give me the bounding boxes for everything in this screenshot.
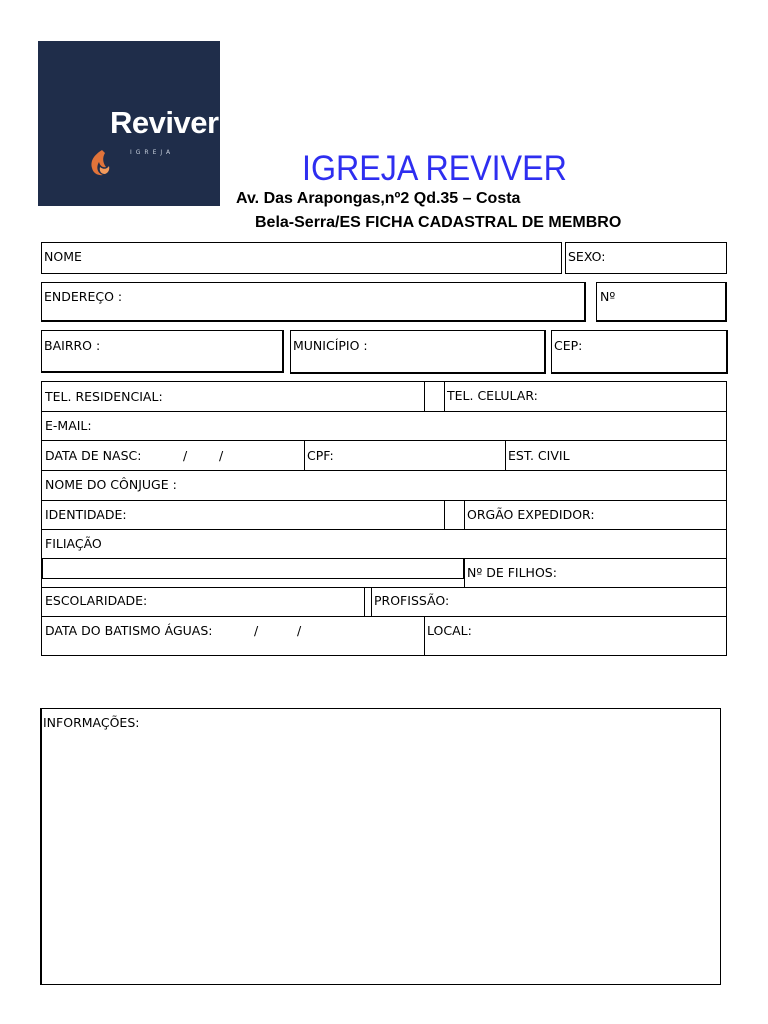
bairro-field[interactable] [41, 330, 284, 373]
cpf-field[interactable] [305, 441, 505, 470]
data-nasc-label: DATA DE NASC: [45, 448, 142, 463]
email-label: E-MAIL: [45, 418, 92, 433]
identidade-label: IDENTIDADE: [45, 507, 127, 522]
filiacao-second-field[interactable] [42, 558, 464, 579]
est-civil-label: EST. CIVIL [508, 448, 570, 463]
endereco-field[interactable] [41, 282, 586, 322]
filiacao-field[interactable] [42, 530, 726, 558]
nome-label: NOME [44, 249, 82, 264]
municipio-field[interactable] [290, 330, 546, 374]
cep-field[interactable] [551, 330, 728, 374]
address-line-2: Bela-Serra/ES FICHA CADASTRAL DE MEMBRO [255, 214, 622, 231]
nome-field[interactable] [41, 242, 562, 274]
date-slash: / [183, 448, 188, 463]
numero-field[interactable] [596, 282, 727, 322]
orgao-expedidor-field[interactable] [465, 501, 726, 529]
cpf-label: CPF: [307, 448, 334, 463]
church-logo [38, 41, 220, 206]
municipio-label: MUNICÍPIO : [293, 338, 368, 353]
sexo-field[interactable] [565, 242, 727, 274]
logo-wordmark: Reviver [110, 105, 219, 140]
nome-conjuge-label: NOME DO CÔNJUGE : [45, 477, 177, 492]
data-batismo-label: DATA DO BATISMO ÁGUAS: [45, 623, 213, 638]
num-filhos-field[interactable] [465, 559, 726, 587]
date-slash: / [297, 623, 302, 638]
tel-residencial-field[interactable] [41, 381, 425, 412]
tel-celular-field[interactable] [445, 382, 726, 411]
escolaridade-label: ESCOLARIDADE: [45, 593, 148, 608]
orgao-expedidor-label: ORGÃO EXPEDIDOR: [467, 507, 595, 522]
address-line-1: Av. Das Arapongas,nº2 Qd.35 – Costa [236, 190, 521, 207]
data-batismo-field[interactable] [42, 617, 424, 655]
nome-conjuge-field[interactable] [42, 471, 726, 500]
informacoes-label: INFORMAÇÕES: [43, 715, 140, 730]
informacoes-field[interactable] [40, 708, 721, 985]
page-title: IGREJA REVIVER [302, 149, 567, 188]
est-civil-field[interactable] [506, 441, 726, 470]
sexo-label: SEXO: [568, 249, 606, 264]
tel-celular-label: TEL. CELULAR: [447, 388, 538, 403]
email-field[interactable] [42, 412, 726, 440]
data-nasc-field[interactable] [42, 441, 304, 470]
logo-small-text: IGREJA [130, 149, 175, 156]
numero-label: Nº [600, 289, 616, 304]
profissao-field[interactable] [372, 588, 726, 616]
flame-icon [88, 149, 112, 177]
local-label: LOCAL: [427, 623, 472, 638]
cell-divider [364, 587, 365, 616]
cell-divider [444, 500, 445, 529]
bairro-label: BAIRRO : [44, 338, 101, 353]
date-slash: / [254, 623, 259, 638]
escolaridade-field[interactable] [42, 588, 364, 616]
identidade-field[interactable] [42, 501, 444, 529]
filiacao-label: FILIAÇÃO [45, 536, 102, 551]
tel-residencial-label: TEL. RESIDENCIAL: [45, 389, 163, 404]
date-slash: / [219, 448, 224, 463]
local-field[interactable] [425, 617, 726, 655]
cep-label: CEP: [554, 338, 583, 353]
endereco-label: ENDEREÇO : [44, 289, 123, 304]
num-filhos-label: Nº DE FILHOS: [467, 565, 557, 580]
profissao-label: PROFISSÃO: [374, 593, 450, 608]
